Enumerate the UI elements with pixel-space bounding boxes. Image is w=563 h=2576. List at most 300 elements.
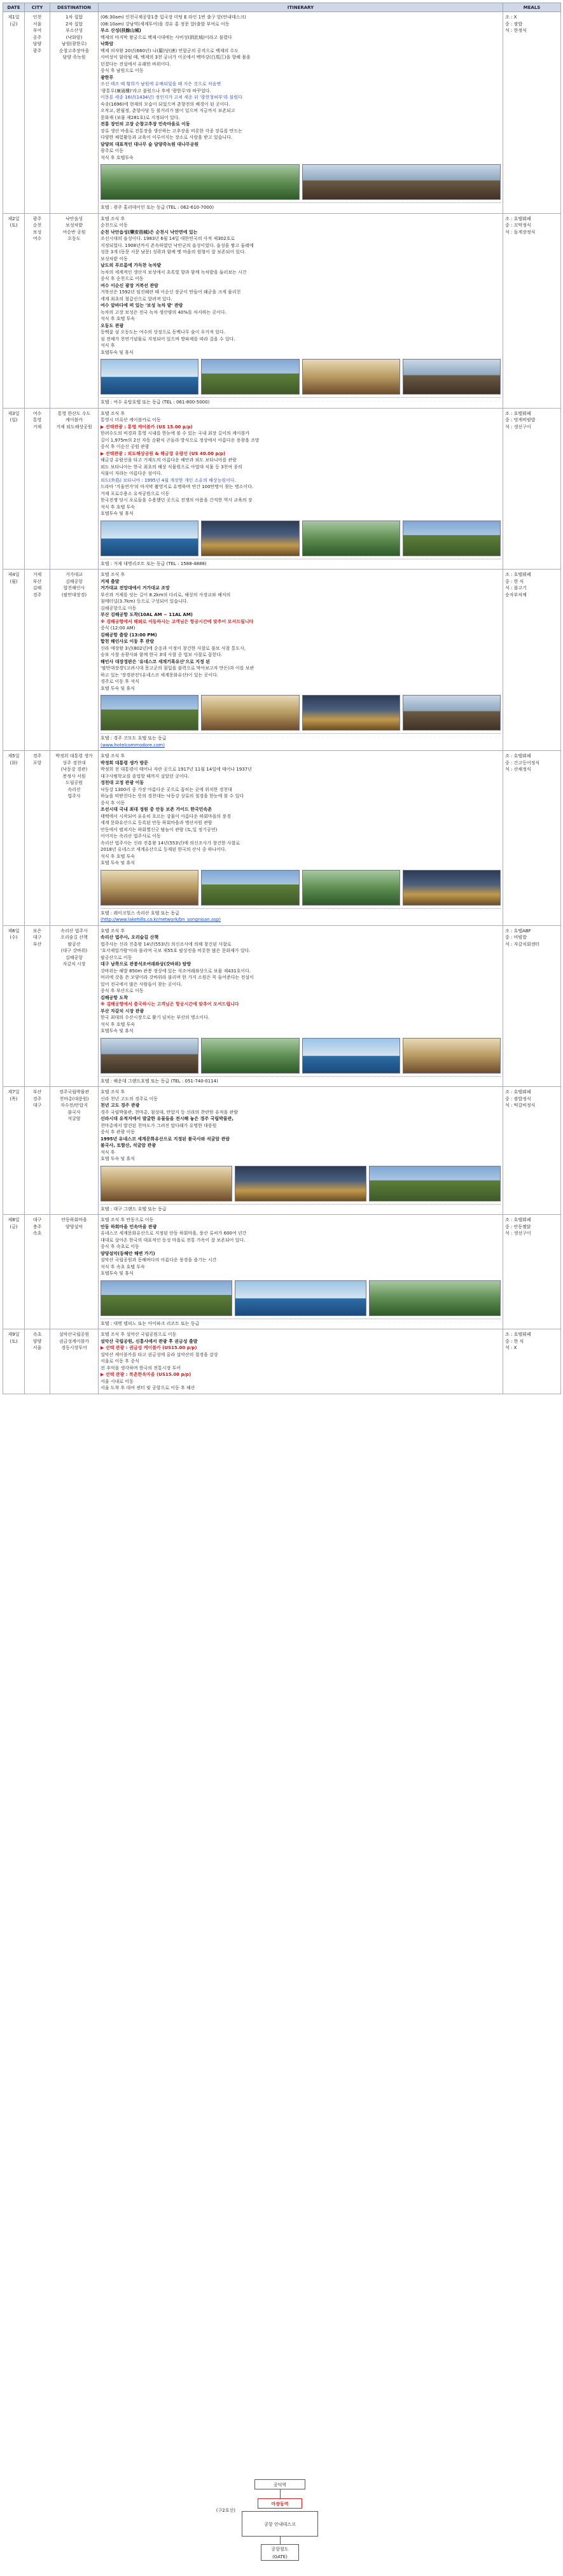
itinerary-line: 호텔 조식 후 bbox=[101, 216, 125, 221]
itinerary-line: 호텔 투숙 및 휴식 bbox=[101, 860, 136, 865]
itinerary-line: 전통 장인의 고장 순창고추장 민속마을로 이동 bbox=[101, 122, 190, 127]
photo-strip bbox=[101, 1038, 501, 1074]
itinerary-line: 지정되었다. 1908년까지 존속하였던 낙안군의 읍성이었다. 읍성을 쌓고 둘레에 bbox=[101, 242, 254, 248]
itinerary-line: 석식 후 호텔 투숙 bbox=[101, 853, 136, 859]
destination-photo bbox=[201, 359, 299, 395]
itinerary-line: 거제 출발 bbox=[101, 578, 120, 584]
city-line: 보은 bbox=[32, 928, 42, 934]
dest-line: 김해공항 bbox=[65, 955, 83, 960]
city-cell bbox=[25, 213, 50, 408]
itinerary-line: 호텔 조식 후 bbox=[101, 572, 125, 577]
destination-photo bbox=[302, 870, 400, 906]
meals-cell bbox=[503, 925, 561, 1087]
itinerary-line: 호텔 투숙 및 휴식 bbox=[101, 1156, 136, 1161]
dest-line: (낙화암) bbox=[66, 34, 83, 40]
itinerary-line: 호텔투숙 및 휴식 bbox=[101, 511, 134, 516]
itinerary-line: 호텔 조식 후 bbox=[101, 1089, 125, 1095]
dest-line: 경동시장투어 bbox=[61, 1345, 87, 1350]
itinerary-line: 중식 후 속초로 이동 bbox=[101, 1244, 139, 1249]
itinerary-line: 있어 전국에서 많은 사람들이 찾는 곳이다. bbox=[101, 981, 183, 987]
itinerary-line: 경주로 이동 후 석식 bbox=[101, 679, 139, 684]
hotel-info: 호텔 : 대명 델피노 또는 아이파크 리조트 또는 동급 bbox=[101, 1319, 501, 1327]
city-cell bbox=[25, 925, 50, 1087]
dest-line: 박정희 대통령 생가 bbox=[55, 753, 93, 759]
itinerary-cell bbox=[99, 751, 503, 926]
destination-photo bbox=[235, 1280, 366, 1316]
city-line: 여수 bbox=[32, 236, 42, 241]
hotel-info: 호텔 : 여수 유탑호텔 또는 동급 (TEL : 061-800-5000) bbox=[101, 397, 501, 406]
itinerary-line: 경주 국립박물관, 천마총, 첨성대, 안압지 등 신라의 찬란한 유적을 관람 bbox=[101, 1109, 239, 1115]
itinerary-line: 담양의 대표적인 대나무 숲 담양죽녹원 대나무공원 bbox=[101, 141, 199, 147]
dest-line: 양양설악 bbox=[65, 1224, 83, 1229]
itinerary-body bbox=[3, 12, 561, 1394]
itinerary-row bbox=[3, 213, 561, 408]
itinerary-line: 다양한 체험활동과 교육이 이루어지는 장소로 사랑을 받고 있습니다. bbox=[101, 135, 233, 140]
meals-cell bbox=[503, 751, 561, 926]
itinerary-line: 합천 해인사로 이동 후 관람 bbox=[101, 639, 155, 644]
itinerary-line: 중식 후 이동 bbox=[101, 800, 125, 806]
dest-line: (낙동강 경관) bbox=[60, 767, 88, 772]
destination-photo bbox=[101, 1280, 232, 1316]
meals-line: 조 : 호텔뷔페 bbox=[505, 216, 531, 221]
dest-line: 오리숲길 산책 bbox=[60, 935, 88, 940]
itinerary-line: 조선 태조 때 황희가 남원에 유배되었을 때 지은 것으로 처음엔 bbox=[101, 81, 221, 87]
destination-cell bbox=[50, 408, 99, 570]
date-line: (월) bbox=[10, 578, 18, 584]
meals-line: 조 : 호텔뷔페 bbox=[505, 410, 531, 416]
city-line: 부산 bbox=[32, 578, 42, 584]
itinerary-cell bbox=[99, 570, 503, 751]
itinerary-line: 호텔투숙 및 휴식 bbox=[101, 1028, 134, 1033]
itinerary-line: 광한루 bbox=[101, 74, 114, 80]
dest-line: 경주국립박물관 bbox=[59, 1089, 90, 1095]
dest-line: 자수전/안압지 bbox=[60, 1103, 88, 1108]
date-line: 제3일 bbox=[8, 410, 20, 416]
destination-photo bbox=[302, 1038, 400, 1074]
itinerary-line: 조선시대의 읍성이다. 1983년 6월 14일 대한민국의 사적 제302호로 bbox=[101, 236, 235, 241]
city-cell bbox=[25, 12, 50, 214]
itinerary-line: 설악산 국립공원과 동해바다의 아름다운 풍경을 즐기는 시간 bbox=[101, 1257, 217, 1263]
dest-line: 법주사 bbox=[67, 794, 81, 799]
photo-strip bbox=[101, 1166, 501, 1201]
itinerary-line: 침매터널(3.7km) 등으로 구성되어 있습니다. bbox=[101, 599, 188, 604]
photo-strip bbox=[101, 164, 501, 200]
meals-line: 석 : 한정식 bbox=[505, 28, 527, 33]
meals-line: 석 : 떡갈비정식 bbox=[505, 1103, 536, 1108]
dest-line: 케이블카 bbox=[65, 417, 83, 423]
city-line: 경주 bbox=[32, 1096, 42, 1102]
photo-strip bbox=[101, 870, 501, 906]
dest-line: 1차 집합 bbox=[66, 15, 83, 20]
meals-line: 조 : 호텔ABF bbox=[505, 928, 531, 934]
dest-line: 낙안읍성 bbox=[65, 216, 83, 221]
itinerary-line: 한국전쟁 당시 포로들을 수용했던 곳으로 전쟁의 아픔을 간직한 역사 교육의 장 bbox=[101, 498, 253, 503]
itinerary-line: 드라마 '겨울연가'의 마지막 촬영지로 유명하며 연간 100만명이 찾는 명소이다. bbox=[101, 484, 254, 489]
date-cell bbox=[3, 1215, 25, 1329]
itinerary-line: 통영시 미륵산 케이블카로 이동 bbox=[101, 417, 161, 423]
destination-cell bbox=[50, 925, 99, 1087]
itinerary-line: 숙종(1696)에 현재의 모습이 되었으며 춘향전의 배경이 된 곳이다. bbox=[101, 101, 230, 107]
meals-line: 석 : 돌게장정식 bbox=[505, 229, 536, 235]
dest-line: 설악산국립공원 bbox=[59, 1332, 90, 1337]
itinerary-line: 오동도 관광 bbox=[101, 323, 124, 328]
itinerary-line: 양양설악(동해안 해변 가기) bbox=[101, 1250, 155, 1256]
itinerary-line: 석식 후 bbox=[101, 1149, 115, 1155]
dest-line: 부소산성 bbox=[65, 28, 83, 33]
itinerary-line: 중식 후 관광 이동 bbox=[101, 1130, 136, 1135]
itinerary-line: 부산 자갈치 시장 관광 bbox=[101, 1008, 144, 1014]
meals-line: 조 : 호텔뷔페 bbox=[505, 1332, 531, 1337]
dest-line: (팔만대장경) bbox=[61, 592, 87, 598]
itinerary-line: 법주사는 신라 진흥왕 14년(553년) 의신조사에 의해 창건된 사찰로 bbox=[101, 941, 232, 947]
itinerary-line: 호텔투숙 및 휴식 bbox=[101, 349, 134, 355]
itinerary-line: 서울 도착 후 대여 센터 및 공항으로 이동 후 해산 bbox=[101, 1385, 195, 1390]
itinerary-line: 세계 최초의 철갑선으로 알려져 있다. bbox=[101, 296, 172, 302]
itinerary-line: 갓바위는 해발 850m 관봉 정상에 있는 석조여래좌상으로 보물 제431호이다. bbox=[101, 968, 251, 974]
date-line: 제7일 bbox=[8, 1089, 20, 1095]
itinerary-line: 속리산 법주사, 오리숲길 산책 bbox=[101, 935, 159, 940]
hotel-link[interactable]: (http://www.lakehills.co.kr/network/bn_songnisan.asp) bbox=[101, 917, 221, 922]
city-line: 거제 bbox=[32, 572, 42, 577]
itinerary-line: 김해공항 도착 bbox=[101, 995, 129, 1000]
itinerary-line: 여수 이순신 광장 거북선 관람 bbox=[101, 283, 158, 288]
meals-line: 중 : 멍게비빔밥 bbox=[505, 417, 536, 423]
date-line: 제4일 bbox=[8, 572, 20, 577]
itinerary-line: 승보 사찰 송광사와 함께 한국 3대 사찰 중 법보 사찰로 꼽힌다. bbox=[101, 652, 223, 657]
city-line: 속초 bbox=[32, 1231, 42, 1236]
destination-photo bbox=[201, 870, 299, 906]
meals-line: 중 : 한 식 bbox=[505, 578, 524, 584]
itinerary-line: 외도 보타니아는 한국 최초의 해상 식물원으로 아열대 식물 등 3천여 종의 bbox=[101, 464, 242, 470]
city-line: 경주 bbox=[32, 753, 42, 759]
meals-line: 조 : X bbox=[505, 15, 517, 20]
dest-line: 속리산 bbox=[67, 787, 81, 792]
dest-line: 속리산 법주사 bbox=[60, 928, 88, 934]
itinerary-line: 대구사범학교를 졸업할 때까지 살았던 곳이다. bbox=[101, 773, 190, 779]
itinerary-line: 섬 전체가 천연기념물로 지정되어 있으며 방파제를 따라 걸을 수 있다. bbox=[101, 336, 235, 342]
dest-line: 남원(광한루) bbox=[61, 41, 87, 46]
city-cell bbox=[25, 1087, 50, 1215]
destination-photo bbox=[101, 521, 198, 556]
date-line: (토) bbox=[10, 1338, 18, 1344]
itinerary-line: 여수 앞바다에 떠 있는 '보성 녹차 밭' 관람 bbox=[101, 303, 183, 308]
itinerary-line: 김해공항으로 이동 bbox=[101, 605, 137, 611]
meals-line: 조 : 호텔뷔페 bbox=[505, 572, 531, 577]
city-cell bbox=[25, 408, 50, 570]
itinerary-line: 불국사, 토함산, 석굴암 관광 bbox=[101, 1143, 156, 1148]
destination-photo bbox=[235, 1166, 366, 1201]
dest-line: 담양 죽녹원 bbox=[62, 55, 86, 60]
itinerary-line: ※ 김해공항에서 출국하시는 고객님은 항공시간에 맞추어 모셔드립니다 bbox=[101, 1002, 239, 1007]
itinerary-line: 신라 천년 고도의 경주로 이동 bbox=[101, 1096, 158, 1102]
itinerary-line: 식물이 자라는 아름다운 섬이다. bbox=[101, 471, 162, 476]
dest-line: 통영 한산도 수도 bbox=[57, 410, 91, 416]
destination-cell bbox=[50, 1329, 99, 1394]
itinerary-line: 거북선은 1592년 임진왜란 때 이순신 장군이 만들어 왜군을 크게 물리친 bbox=[101, 290, 241, 295]
itinerary-row bbox=[3, 1087, 561, 1215]
date-line: (목) bbox=[10, 1096, 18, 1102]
meeting-point-map bbox=[184, 2479, 375, 2562]
map-gate: 공항철도 (GATE) bbox=[261, 2544, 299, 2561]
itinerary-line: 녹차의 고장 보성은 전국 녹차 생산량의 40%를 차지하는 곳이다. bbox=[101, 309, 226, 315]
itinerary-line: (06:30am) 인천국제공항1층 입국장 미팅 E 라인 1번 출구 앞(안내데스크) bbox=[101, 15, 246, 20]
itinerary-line: 서울 시내로 이동 bbox=[101, 1378, 134, 1384]
meals-line: 조 : 호텔뷔페 bbox=[505, 1089, 531, 1095]
itinerary-line: 호텔투숙 및 휴식 bbox=[101, 1271, 134, 1276]
itinerary-row bbox=[3, 570, 561, 751]
date-cell bbox=[3, 12, 25, 214]
itinerary-line: ▶ 선택관광 : 외도해상공원 & 해금강 유람선 (US 40.00 p/p) bbox=[101, 451, 226, 456]
destination-photo bbox=[101, 164, 300, 200]
itinerary-line: 호텔 조식 후 bbox=[101, 410, 125, 416]
itinerary-row bbox=[3, 1215, 561, 1329]
itinerary-line: 낙화암 bbox=[101, 41, 114, 46]
meals-line: 중 : 한 식 bbox=[505, 1338, 524, 1344]
city-line: 서울 bbox=[32, 1345, 42, 1350]
destination-photo bbox=[302, 359, 400, 395]
itinerary-line: 보성차밭 이동 bbox=[101, 256, 128, 262]
itinerary-line: 조선시대 국내 최대 정원 중 안동 보존 가이드 한국민속촌 bbox=[101, 807, 212, 812]
city-line: 여수 bbox=[32, 410, 42, 416]
itinerary-line: 거가대교 전망대에서 거가대교 조망 bbox=[101, 585, 170, 591]
hotel-info: 호텔 : 해운대 그랜드호텔 또는 동급 (TEL : 051-740-0114) bbox=[101, 1076, 501, 1085]
date-line: 제1일 bbox=[8, 15, 20, 20]
meals-line: 조 : 호텔뷔페 bbox=[505, 1217, 531, 1222]
header-meals: MEALS bbox=[503, 3, 561, 12]
date-line: (금) bbox=[10, 21, 18, 27]
meals-cell bbox=[503, 1329, 561, 1394]
itinerary-line: 중식 후 이순신 공원 관광 bbox=[101, 444, 149, 449]
dest-line: 도립공원 bbox=[65, 780, 83, 785]
meals-cell bbox=[503, 570, 561, 751]
itinerary-line: 문화재 (보물 제281호)로 지정되어 있다. bbox=[101, 115, 180, 120]
itinerary-line: '팔만대장경'(고려시대 몽고군의 침입을 불력으로 막아보고자 만든)과 이를 보관 bbox=[101, 666, 254, 671]
itinerary-row bbox=[3, 751, 561, 926]
itinerary-line: 신라 애장왕 3년(802년)에 순응과 이정이 창건한 사찰로 불보 사찰 통도사, bbox=[101, 645, 246, 651]
date-line: 제6일 bbox=[8, 928, 20, 934]
dest-line: 상주 경천대 bbox=[62, 760, 86, 766]
itinerary-line: ※ 김해공항에서 해외로 이동하시는 고객님은 항공시간에 맞추어 모셔드립니다 bbox=[101, 619, 254, 624]
itinerary-line: 1995년 유네스코 세계문화유산으로 지정된 불국사와 석굴암 관람 bbox=[101, 1136, 230, 1142]
itinerary-line: ▶ 선택 관광 : 권금성 케이블카 (US15.00 p/p) bbox=[101, 1345, 197, 1350]
dest-line: 자갈치 시장 bbox=[62, 962, 86, 967]
itinerary-line: 석식 후 호텔 투숙 bbox=[101, 1021, 136, 1027]
date-cell bbox=[3, 925, 25, 1087]
photo-strip bbox=[101, 695, 501, 731]
date-cell bbox=[3, 1329, 25, 1394]
city-line: 부산 bbox=[32, 1089, 42, 1095]
city-line: 대구 bbox=[32, 1217, 42, 1222]
destination-photo bbox=[201, 695, 299, 731]
itinerary-line: 순천으로 이동 bbox=[101, 223, 128, 228]
itinerary-cell bbox=[99, 1215, 503, 1329]
itinerary-line: 머리에 갓을 쓴 모양이라 갓바위라 불리며 한 가지 소원은 꼭 들어준다는 전설이 bbox=[101, 975, 254, 980]
itinerary-cell bbox=[99, 1087, 503, 1215]
destination-cell bbox=[50, 1087, 99, 1215]
city-line: 양양 bbox=[32, 1338, 42, 1344]
city-line: 부여 bbox=[32, 28, 42, 33]
itinerary-line: 호텔 조식 후 bbox=[101, 753, 125, 759]
itinerary-line: 외도(外島) 보타니아 : 1995년 4월 개장한 개인 소유의 해상농원이다. bbox=[101, 477, 236, 483]
meals-line: 석 : X bbox=[505, 1345, 517, 1350]
destination-photo bbox=[302, 521, 400, 556]
itinerary-line: 경천대 고정 관광 이동 bbox=[101, 780, 144, 785]
itinerary-line: 김해공항 출발 (13:00 PM) bbox=[101, 632, 157, 638]
destination-cell bbox=[50, 751, 99, 926]
dest-line: 거제 외도해상공원 bbox=[56, 424, 92, 430]
city-cell bbox=[25, 570, 50, 751]
itinerary-line: 남도의 푸르름에 가득찬 녹차밭 bbox=[101, 263, 162, 268]
destination-photo bbox=[101, 695, 198, 731]
hotel-info: 호텔 : 거제 대명리조트 또는 동급 (TEL : 1588-4888) bbox=[101, 559, 501, 568]
itinerary-line: ▶ 선택관광 : 통영 케이블카 (US 15.00 p/p) bbox=[101, 424, 193, 430]
photo-strip bbox=[101, 521, 501, 556]
itinerary-line: 동백꽃 섬 오동도는 여수의 상징으로 동백나무 숲이 우거져 있다. bbox=[101, 330, 225, 335]
itinerary-line: 천년 고도 경주 관광 bbox=[101, 1103, 140, 1108]
date-line: (금) bbox=[10, 1224, 18, 1229]
date-cell bbox=[3, 1087, 25, 1215]
destination-photo bbox=[403, 359, 501, 395]
itinerary-line: 중식 후 순천으로 이동 bbox=[101, 276, 144, 281]
date-line: (수) bbox=[10, 935, 18, 940]
header-city: CITY bbox=[25, 3, 50, 12]
destination-photo bbox=[101, 359, 198, 395]
destination-photo bbox=[403, 1038, 501, 1074]
map-station-red: 마장동역 bbox=[258, 2498, 302, 2509]
itinerary-line: 대구 남쪽으로 관봉석조여래좌상(갓바위) 탐방 bbox=[101, 962, 191, 967]
photo-strip bbox=[101, 1280, 501, 1316]
date-cell bbox=[3, 213, 25, 408]
itinerary-line: 대대로 살아온 한국의 대표적인 동성 마을로 전통 가옥이 잘 보존되어 있다. bbox=[101, 1237, 246, 1243]
itinerary-line: 성문 3개 (동문 서문 남문) 성곽과 함께 옛 마을의 원형이 잘 보존되어 있다. bbox=[101, 249, 246, 255]
itinerary-line: 서울로 이동 후 중식 bbox=[101, 1359, 139, 1364]
destination-photo bbox=[101, 870, 198, 906]
destination-photo bbox=[403, 521, 501, 556]
itinerary-row bbox=[3, 12, 561, 214]
dest-line: 여순반 공원 bbox=[62, 229, 86, 235]
city-line: 경주 bbox=[32, 592, 42, 598]
itinerary-line: 호텔 조식 후 안동으로 이동 bbox=[101, 1217, 154, 1222]
itinerary-line: 석식 후 bbox=[101, 343, 115, 348]
itinerary-line: 유네스코 세계문화유산으로 지정된 안동 하회마을, 풍산 류씨가 600여 년간 bbox=[101, 1231, 247, 1236]
date-line: 제9일 bbox=[8, 1332, 20, 1337]
itinerary-cell bbox=[99, 408, 503, 570]
itinerary-line: 부소 산성(扶餘山城) bbox=[101, 28, 141, 33]
itinerary-line: 녹차의 세계적인 생산지 보성에서 초록빛 향과 함께 녹차밭을 둘러보는 시간 bbox=[101, 269, 247, 275]
destination-photo bbox=[302, 164, 501, 200]
itinerary-line: 순천 낙안읍성(樂安邑城)은 순천시 낙안면에 있는 bbox=[101, 229, 198, 235]
itinerary-row bbox=[3, 408, 561, 570]
destination-photo bbox=[403, 870, 501, 906]
itinerary-line: 천마총에서 발견된 천마도가 그려진 말다래가 유명한 대릉원 bbox=[101, 1123, 217, 1128]
itinerary-line: 설악산 국립공원, 신흥사에서 관광 후 권금성 출발 bbox=[101, 1338, 198, 1344]
meals-line: 중 : 비빔밥 bbox=[505, 935, 527, 940]
itinerary-cell bbox=[99, 12, 503, 214]
destination-photo bbox=[201, 1038, 299, 1074]
city-line: 보성 bbox=[32, 229, 42, 235]
dest-line: 거가대교 bbox=[65, 572, 83, 577]
meals-line: 중 : 쌈밥정식 bbox=[505, 1096, 531, 1102]
city-line: 거제 bbox=[32, 424, 42, 430]
hotel-info: 호텔 : 대구 그랜드 호텔 또는 동급 bbox=[101, 1204, 501, 1213]
city-line: 인천 bbox=[32, 15, 42, 20]
meals-line: 석 : 불고기 bbox=[505, 585, 527, 591]
itinerary-line: 호텔 투숙 및 휴식 bbox=[101, 685, 136, 691]
meals-line: 석 : 산채정식 bbox=[505, 767, 531, 772]
itinerary-line: 부산 김해공항 도착(10AL AM ~ 11AL AM) bbox=[101, 612, 193, 617]
itinerary-line: 백제의 마지막 왕궁으로 백제시대에는 사비성(泗沘城)이라고 불렸다 bbox=[101, 34, 232, 40]
destination-photo bbox=[201, 521, 299, 556]
destination-photo bbox=[101, 1038, 198, 1074]
meals-line: 조 : 호텔뷔페 bbox=[505, 753, 531, 759]
itinerary-line: 석식 후 호텔 투숙 bbox=[101, 504, 136, 510]
meals-line: 석 : 자갈치회센터 bbox=[505, 941, 540, 947]
map-station-top: 공덕역 bbox=[254, 2479, 305, 2489]
hotel-info: 호텔 : 경주 코모도 호텔 또는 동급 bbox=[101, 733, 501, 742]
dest-line: 2차 집합 bbox=[66, 21, 83, 27]
itinerary-line: 석식 후 호텔 투숙 bbox=[101, 316, 136, 321]
itinerary-line: 사비성이 함락될 때, 백제의 3천 궁녀가 이곳에서 백마강(白馬江)을 향해 몸을 bbox=[101, 55, 251, 60]
itinerary-line: 신라시대 유적지에서 발굴한 유물들을 전시해 놓은 경주 국립박물관, bbox=[101, 1116, 234, 1121]
meals-line: 중 : 꼬막정식 bbox=[505, 223, 531, 228]
destination-photo bbox=[369, 1166, 501, 1201]
hotel-link[interactable]: (www.hotelcommodore.com) bbox=[101, 742, 165, 748]
dest-line: 순창고추장마을 bbox=[59, 48, 90, 53]
itinerary-line: 석식 후 속초 호텔 투숙 bbox=[101, 1264, 145, 1270]
itinerary-line: 낙동강 1300리 중 가장 아름다운 곳으로 꼽히는 곳에 위치한 경천대 bbox=[101, 787, 232, 792]
city-line: 김해 bbox=[32, 585, 42, 591]
meals-cell bbox=[503, 213, 561, 408]
destination-cell bbox=[50, 1215, 99, 1329]
hotel-info: 호텔 : 레이크힐스 속리산 호텔 또는 동급 bbox=[101, 908, 501, 917]
itinerary-line: 거제 포로수용소 유적공원으로 이동 bbox=[101, 491, 170, 496]
city-line: 순천 bbox=[32, 223, 42, 228]
dest-line: 권금성케이블카 bbox=[59, 1338, 90, 1344]
dest-line: 불국사 bbox=[67, 1109, 81, 1115]
itinerary-line: 하고 있는 '장경판전'(유네스코 세계문화유산)이 있는 곳이다. bbox=[101, 672, 218, 678]
dest-line: 팔공산 bbox=[67, 941, 81, 947]
date-line: (일) bbox=[10, 417, 18, 423]
itinerary-line: 백제 의자왕 20년(660년) 나(羅)당(唐) 연합군의 공격으로 백제의 수도 bbox=[101, 48, 239, 53]
itinerary-line: 이몽룡 세종 16년(1434년) 정인지가 고쳐 세운 뒤 '광한청허부'라 불렀다 bbox=[101, 95, 242, 100]
dest-line: 안동하회마을 bbox=[61, 1217, 87, 1222]
dest-line: 합천해인사 bbox=[63, 585, 85, 591]
destination-cell bbox=[50, 12, 99, 214]
dest-line: 봉정사 서원 bbox=[62, 773, 86, 779]
destination-cell bbox=[50, 213, 99, 408]
header-date: DATE bbox=[3, 3, 25, 12]
itinerary-line: 부산과 거제를 잇는 길이 8.2km의 다리로, 해상의 사장교와 해저의 bbox=[101, 592, 231, 598]
itinerary-line: 속리산 법주사는 신라 진흥왕 14년(553년)에 의신조사가 창건한 사찰로 bbox=[101, 840, 240, 846]
city-line: 대구 bbox=[32, 1103, 42, 1108]
itinerary-line: (08:10am) 강남역(세계투어)을 경유 홍 정문 앞(출발 부여로 이동 bbox=[101, 21, 230, 27]
date-line: 제2일 bbox=[8, 216, 20, 221]
map-left-label: (구2호선) bbox=[216, 2508, 235, 2513]
dest-line: 석굴암 bbox=[67, 1116, 81, 1121]
itinerary-line: 던졌다는 전설에서 유래한 바위이다. bbox=[101, 61, 171, 67]
itinerary-line: 해금강 유람선을 타고 거제도의 아름다운 해안과 외도 보타니아를 관람 bbox=[101, 458, 237, 463]
header-itinerary: ITINERARY bbox=[99, 3, 503, 12]
itinerary-row bbox=[3, 1329, 561, 1394]
itinerary-line: '광통루(廣通樓)'라고 불렀으나 후에 '광한루'라 바꾸었다. bbox=[101, 88, 211, 94]
itinerary-line: 중식 후 부산으로 이동 bbox=[101, 988, 144, 993]
city-line: 서울 bbox=[32, 21, 42, 27]
itinerary-line: 하늘을 떠받친다는 뜻의 경천대는 낙동강 상류의 절경을 한눈에 볼 수 있다 bbox=[101, 794, 244, 799]
header-destination: DESTINATION bbox=[50, 3, 99, 12]
dest-line: 보성차밭 bbox=[65, 223, 83, 228]
city-line: 부산 bbox=[32, 941, 42, 947]
date-line: (화) bbox=[10, 760, 18, 766]
